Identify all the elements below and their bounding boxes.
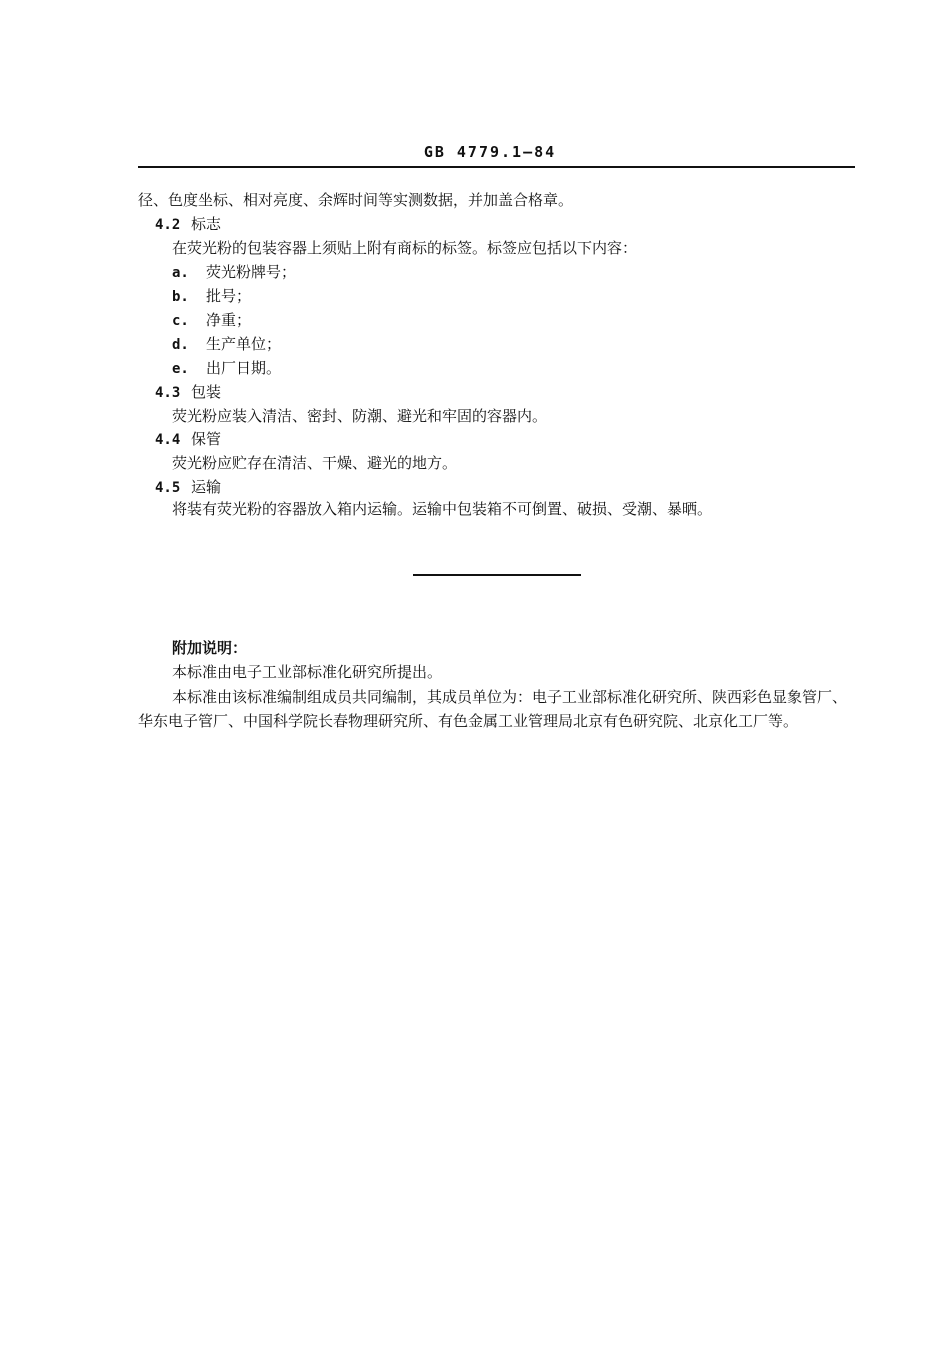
section-title: 保管 xyxy=(191,430,222,448)
notes-heading: 附加说明： xyxy=(172,639,248,657)
list-item-letter: e. xyxy=(172,361,189,377)
section-4-4-heading xyxy=(155,429,221,450)
section-title: 包装 xyxy=(191,383,222,401)
standard-code: GB 4779.1—84 xyxy=(423,143,557,161)
list-item xyxy=(172,310,251,331)
list-item-letter: b. xyxy=(172,289,189,305)
list-item-text: 生产单位； xyxy=(206,335,282,353)
section-number: 4.5 xyxy=(155,480,181,496)
section-title: 标志 xyxy=(191,215,222,233)
section-4-5-heading xyxy=(155,477,221,498)
section-4-4-text: 荧光粉应贮存在清洁、干燥、避光的地方。 xyxy=(172,454,458,472)
section-4-2-heading xyxy=(155,214,221,235)
end-of-text-rule xyxy=(413,574,581,576)
notes-line-1: 本标准由电子工业部标准化研究所提出。 xyxy=(172,663,443,681)
notes-line-2: 本标准由该标准编制组成员共同编制，其成员单位为：电子工业部标准化研究所、陕西彩色显象管厂、华东电子管厂、中国科学院长春物理研究所、有色金属工业管理局北京有色研究院、北京化工厂等。 xyxy=(138,688,848,730)
list-item-text: 出厂日期。 xyxy=(206,359,282,377)
list-item xyxy=(172,358,281,379)
section-title: 运输 xyxy=(191,478,222,496)
section-number: 4.2 xyxy=(155,217,181,233)
list-item-letter: c. xyxy=(172,313,189,329)
list-item-text: 净重； xyxy=(206,311,252,329)
list-item-letter: a. xyxy=(172,265,189,281)
list-item xyxy=(172,334,281,355)
header-rule xyxy=(138,166,855,168)
section-4-3-heading xyxy=(155,382,221,403)
list-item xyxy=(172,262,296,283)
list-item-text: 荧光粉牌号； xyxy=(206,263,297,281)
section-4-3-text: 荧光粉应装入清洁、密封、防潮、避光和牢固的容器内。 xyxy=(172,407,548,425)
section-number: 4.4 xyxy=(155,432,181,448)
section-4-2-text: 在荧光粉的包装容器上须贴上附有商标的标签。标签应包括以下内容： xyxy=(172,239,638,257)
list-item-letter: d. xyxy=(172,337,189,353)
section-number: 4.3 xyxy=(155,385,181,401)
list-item-text: 批号； xyxy=(206,287,252,305)
continuation-text: 径、色度坐标、相对亮度、余辉时间等实测数据，并加盖合格章。 xyxy=(138,191,574,209)
list-item xyxy=(172,286,251,307)
section-4-5-text: 将装有荧光粉的容器放入箱内运输。运输中包装箱不可倒置、破损、受潮、暴晒。 xyxy=(172,500,713,518)
